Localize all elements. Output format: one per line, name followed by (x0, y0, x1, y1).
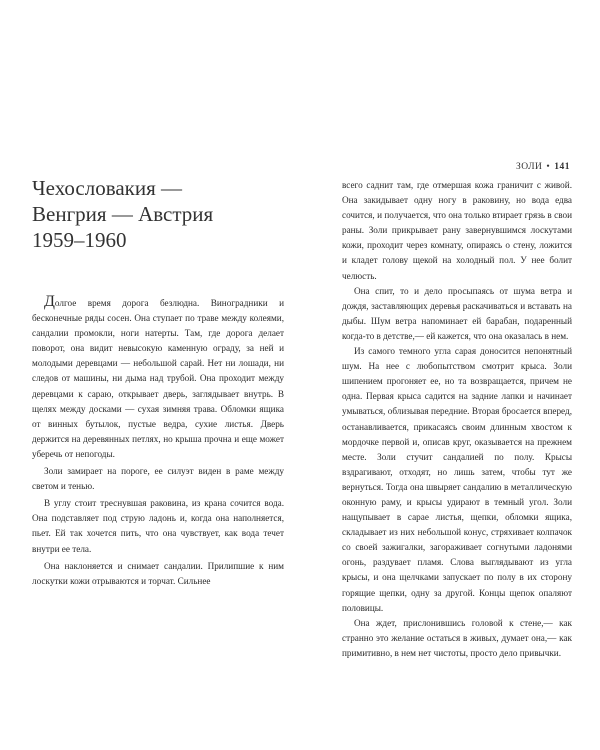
paragraph: Она ждет, прислонившись головой к стене,— как странно это желание остаться в живых, думает она,— как примитивно, в нем нет чистоты, просто дело привычки. (342, 617, 572, 658)
paragraph: Она наклоняется и снимает сандалии. Прилипшие к ним лоскутки кожи отрываются и торчат. Сильнее (32, 560, 284, 586)
right-body-text (342, 178, 572, 661)
running-head-title: ЗОЛИ (515, 162, 543, 172)
running-head (516, 162, 570, 172)
paragraph (32, 293, 284, 462)
running-head-separator: • (546, 162, 551, 172)
drop-cap: Д (44, 293, 55, 310)
page-number: 141 (554, 162, 570, 172)
chapter-title-line-3: 1959–1960 (32, 228, 127, 252)
paragraph: В углу стоит треснувшая раковина, из крана сочится вода. Она подставляет под струю ладонь и, когда она наполняется, пьет. Ей так хочется пить, что она чувствует, как вода течет внутри ее тела. (32, 498, 284, 554)
chapter-title-line-2: Венгрия — Австрия (32, 202, 214, 226)
chapter-title-line-1: Чехословакия — (32, 176, 183, 200)
right-page (300, 0, 600, 750)
paragraph-text: олгое время дорога безлюдна. Виноградники и бесконечные ряды сосен. Она ступает по траве между колеями, сандалии промокли, ноги натерты. Там, где дорога делает поворот, она видит невысокую каменную ограду, за ней и молодыми деревцами — небольшой сарай. Нет ни лошади, ни следов от машины, ни дыма над трубой. Она проходит между деревцами к сараю, открывает дверь, заглядывает внутрь. В щелях между досками — сухая зимняя трава. Обломки ящика от винных бутылок, пустые ведра, сухие листья. Дверь держится на деревянных петлях, но крыша прочна и еще может уберечь от непогоды. (32, 298, 284, 459)
paragraph: всего саднит там, где отмершая кожа граничит с живой. Она закидывает одну ногу в раковину, но вода едва сочится, и получается, что она только втирает грязь в свои раны. Золи прикрывает рану завернувшимся лоскутами кожи, проходит через комнату, опираясь о стену, ложится и кладет голову щекой на холодный пол. У нее болит челюсть. (342, 180, 572, 281)
left-body-text (32, 293, 284, 589)
paragraph: Золи замирает на пороге, ее силуэт виден в раме между светом и тенью. (32, 466, 284, 492)
chapter-title (32, 175, 292, 253)
paragraph: Она спит, то и дело просыпаясь от шума ветра и дождя, заставляющих деревья раскачиваться и вставать на дыбы. Шум ветра напоминает ей барабан, подаренный когда-то в детстве,— ей кажется, что она оказалась в нем. (342, 285, 572, 341)
paragraph: Из самого темного угла сарая доносится непонятный шум. На нее с любопытством смотрит крыса. Золи шипением прогоняет ее, но та возвращается, причем не одна. Первая крыса садится на задние лапки и начинает умываться, облизывая передние. Вторая бросается вперед, останавливается, прикасаясь своим длинным хвостом к мордочке первой и, описав круг, оказывается на прежнем месте. Золи стучит сандалией по полу. Крысы вздрагивают, отходят, но лишь затем, чтобы тут же вернуться. Тогда она швыряет сандалию в металлическую оконную раму, и крысы удирают в темный угол. Золи нащупывает в сарае листья, щепки, обломки ящика, складывает из них небольшой конус, стряхивает колпачок со своей зажигалки, загораживает согнутыми ладонями огонь, раздувает пламя. Слова выглядывают из угла крысы, и она щелчками запускает по полу в их сторону горящие щепки, одну за другой. Концы щепок опаляют половицы. (342, 346, 572, 613)
